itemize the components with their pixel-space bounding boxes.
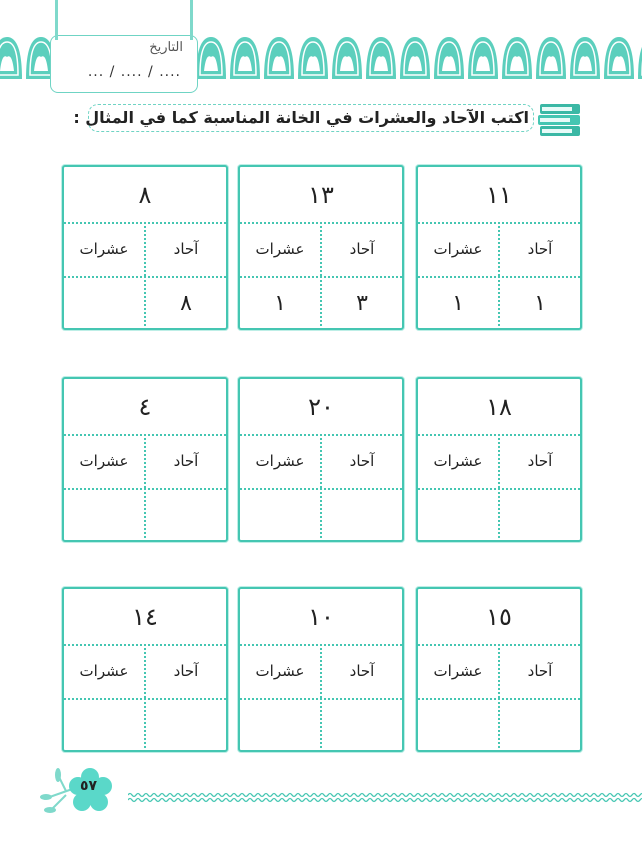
place-value-card (238, 377, 404, 542)
place-value-card (238, 587, 404, 752)
tens-label: عشرات (433, 662, 483, 680)
date-label: التاريخ (149, 40, 183, 55)
card-number: ٨ (64, 167, 226, 224)
tile-ornament (570, 37, 600, 79)
wavy-divider (128, 790, 642, 804)
place-value-card (62, 165, 228, 330)
tens-label: عشرات (433, 452, 483, 470)
instruction-box (73, 104, 534, 132)
tile-ornament (230, 37, 260, 79)
tile-ornament (332, 37, 362, 79)
date-box (50, 35, 198, 93)
tile-ornament (434, 37, 464, 79)
ones-label: آحاد (320, 434, 402, 488)
card-number: ٢٠ (240, 379, 402, 436)
tile-ornament (298, 37, 328, 79)
ones-answer[interactable] (498, 698, 580, 752)
place-value-card (62, 377, 228, 542)
books-icon (536, 102, 586, 138)
tens-answer[interactable] (418, 698, 498, 752)
hanging-rope (190, 0, 193, 40)
tens-answer[interactable]: ١ (452, 290, 464, 316)
ones-answer[interactable] (498, 488, 580, 542)
ones-label: آحاد (498, 222, 580, 276)
tens-answer[interactable] (64, 276, 144, 330)
card-number: ٤ (64, 379, 226, 436)
ones-answer[interactable] (144, 698, 226, 752)
tens-label: عشرات (255, 662, 305, 680)
tile-ornament (468, 37, 498, 79)
tens-answer[interactable]: ١ (274, 290, 286, 316)
tens-answer[interactable] (418, 488, 498, 542)
date-value: ... / .... / .... (87, 64, 181, 80)
tens-answer[interactable] (64, 698, 144, 752)
tens-label: عشرات (79, 240, 129, 258)
flower-icon (40, 765, 116, 815)
ones-answer[interactable] (320, 488, 402, 542)
tile-ornament (604, 37, 634, 79)
tile-ornament (264, 37, 294, 79)
place-value-card (416, 377, 582, 542)
tens-label: عشرات (79, 662, 129, 680)
card-number: ١٨ (418, 379, 580, 436)
ones-answer[interactable]: ٣ (320, 276, 402, 330)
ones-label: آحاد (320, 644, 402, 698)
page-number: ٥٧ (80, 778, 98, 794)
ones-label: آحاد (498, 434, 580, 488)
ones-answer[interactable]: ٨ (144, 276, 226, 330)
ones-answer[interactable]: ١ (498, 276, 580, 330)
tile-ornament (366, 37, 396, 79)
place-value-card (416, 165, 582, 330)
card-number: ١١ (418, 167, 580, 224)
tens-label: عشرات (79, 452, 129, 470)
tens-label: عشرات (433, 240, 483, 258)
tens-answer[interactable] (240, 488, 320, 542)
place-value-card (238, 165, 404, 330)
tile-ornament (536, 37, 566, 79)
tens-answer[interactable] (240, 698, 320, 752)
tile-ornament (400, 37, 430, 79)
ones-label: آحاد (498, 644, 580, 698)
tile-ornament (638, 37, 642, 79)
ones-label: آحاد (144, 434, 226, 488)
tens-answer[interactable] (64, 488, 144, 542)
tile-ornament (196, 37, 226, 79)
instruction-text: اكتب الآحاد والعشرات في الخانة المناسبة كما في المثال : (73, 108, 529, 127)
place-value-card (62, 587, 228, 752)
card-number: ١٠ (240, 589, 402, 646)
ones-label: آحاد (144, 222, 226, 276)
ones-label: آحاد (320, 222, 402, 276)
ones-answer[interactable] (320, 698, 402, 752)
card-number: ١٥ (418, 589, 580, 646)
card-number: ١٣ (240, 167, 402, 224)
tile-ornament (0, 37, 22, 79)
tens-label: عشرات (255, 452, 305, 470)
tile-ornament (502, 37, 532, 79)
ones-answer[interactable] (144, 488, 226, 542)
tens-label: عشرات (255, 240, 305, 258)
card-number: ١٤ (64, 589, 226, 646)
ones-label: آحاد (144, 644, 226, 698)
place-value-card (416, 587, 582, 752)
hanging-rope (55, 0, 58, 40)
